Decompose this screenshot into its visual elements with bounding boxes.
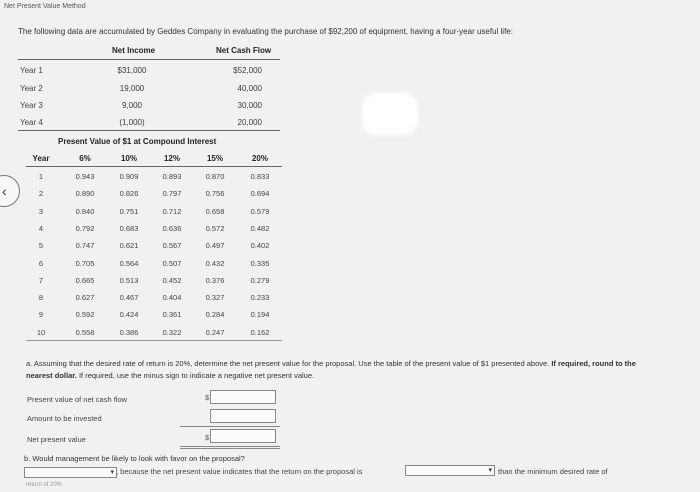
pv-factor-cell: 0.558 — [75, 327, 95, 337]
part-b-question: b. Would management be likely to look with favor on the proposal? — [24, 454, 245, 463]
pv-year-cell: 2 — [38, 189, 44, 199]
pv-factor-cell: 0.404 — [162, 293, 182, 303]
pv-header-20: 20% — [251, 154, 268, 163]
pv-factor-cell: 0.361 — [162, 310, 182, 320]
pv-factor-cell: 0.627 — [75, 293, 95, 303]
year-label: Year 1 — [20, 66, 43, 75]
pv-factor-cell: 0.636 — [162, 223, 182, 233]
net-cash-flow-cell: 20,000 — [237, 118, 262, 127]
pv-factor-cell: 0.833 — [250, 172, 270, 181]
net-income-cell: $31,000 — [117, 66, 147, 75]
header-net-income: Net Income — [112, 46, 156, 55]
screen-glare — [362, 93, 418, 135]
pv-net-cash-flow-input[interactable] — [210, 390, 276, 404]
pv-net-cash-flow-label: Present value of net cash flow — [27, 395, 128, 404]
pv-factor-cell: 0.322 — [162, 327, 182, 337]
year-label: Year 4 — [20, 118, 43, 127]
pv-factor-cell: 0.497 — [205, 241, 225, 251]
year-label: Year 2 — [20, 84, 43, 93]
pv-factor-cell: 0.335 — [250, 258, 270, 268]
pv-year-cell: 7 — [38, 275, 44, 285]
pv-year-cell: 3 — [38, 206, 44, 216]
pv-factor-cell: 0.327 — [205, 293, 225, 303]
pv-factor-cell: 0.705 — [75, 258, 95, 268]
pv-header-15: 15% — [206, 154, 223, 163]
pv-factor-cell: 0.665 — [75, 275, 95, 285]
pv-factor-cell: 0.513 — [119, 275, 139, 285]
favor-select[interactable] — [24, 467, 117, 478]
currency-symbol: $ — [205, 433, 210, 442]
pv-factor-cell: 0.893 — [162, 172, 182, 181]
amount-invested-input[interactable] — [210, 409, 276, 423]
pv-factor-cell: 0.386 — [119, 327, 139, 337]
double-rule-1 — [180, 446, 280, 447]
intro-text: The following data are accumulated by Geddes Company in evaluating the purchase of $92,200 of equipment, having a four-year useful life: — [18, 27, 513, 36]
pv-factor-cell: 0.467 — [119, 293, 139, 303]
prompt-text-end: If required, use the minus sign to indicate a negative net present value. — [78, 371, 315, 380]
double-rule-2 — [180, 448, 280, 449]
header-underline — [18, 59, 280, 60]
pv-year-cell: 8 — [38, 293, 44, 303]
pv-factor-cell: 0.452 — [162, 275, 182, 285]
pv-factor-cell: 0.840 — [75, 206, 95, 216]
pv-factor-cell: 0.826 — [119, 189, 139, 199]
prompt-text: a. Assuming that the desired rate of return is 20%, determine the net present value for the proposal. Use the table of the present value of $1 presented above. — [26, 359, 550, 368]
pv-header-6: 6% — [79, 154, 91, 163]
pv-factor-cell: 0.943 — [75, 172, 95, 181]
pv-factor-cell: 0.194 — [250, 310, 270, 320]
pv-factor-cell: 0.751 — [119, 206, 139, 216]
page-title: Net Present Value Method — [4, 3, 86, 10]
return-comparison-select[interactable] — [405, 465, 495, 476]
pv-factor-cell: 0.870 — [205, 172, 225, 181]
net-cash-flow-cell: 40,000 — [237, 84, 262, 93]
pv-factor-cell: 0.233 — [250, 293, 270, 303]
net-cash-flow-cell: $52,000 — [233, 66, 262, 75]
chevron-down-icon: ▾ — [488, 467, 492, 474]
currency-symbol: $ — [205, 393, 210, 402]
because-text: , because the net present value indicates that the return on the proposal is — [116, 467, 363, 476]
npv-input[interactable] — [210, 429, 276, 443]
pv-factor-cell: 0.756 — [205, 189, 225, 199]
pv-factor-cell: 0.890 — [75, 189, 95, 199]
pv-header-10: 10% — [120, 154, 137, 163]
amount-invested-label: Amount to be invested — [27, 414, 102, 423]
year-label: Year 3 — [20, 101, 43, 110]
chevron-left-icon: ‹ — [2, 183, 7, 199]
pv-factor-cell: 0.424 — [119, 310, 139, 320]
top-table-bottom-rule — [18, 130, 280, 131]
prompt-bold: If required, round to the nearest dollar. — [26, 359, 636, 380]
pv-factor-cell: 0.162 — [250, 327, 270, 337]
pv-year-cell: 6 — [38, 258, 44, 268]
pv-table-title: Present Value of $1 at Compound Interest — [58, 137, 217, 146]
pv-factor-cell: 0.579 — [250, 206, 270, 216]
pv-factor-cell: 0.482 — [250, 223, 270, 233]
cutoff-text: return of 20% — [26, 482, 63, 488]
pv-factor-cell: 0.564 — [119, 258, 139, 268]
pv-header-year: Year — [32, 154, 50, 163]
pv-factor-cell: 0.402 — [250, 241, 270, 251]
net-income-cell: 19,000 — [119, 84, 145, 93]
pv-factor-cell: 0.572 — [205, 223, 225, 233]
net-cash-flow-cell: 30,000 — [237, 101, 262, 110]
pv-factor-cell: 0.621 — [119, 241, 139, 251]
pv-factor-cell: 0.792 — [75, 223, 95, 233]
net-income-cell: (1,000) — [119, 118, 145, 127]
chevron-down-icon: ▾ — [110, 469, 114, 476]
pv-factor-cell: 0.247 — [205, 327, 225, 337]
net-income-cell: 9,000 — [121, 101, 143, 110]
pv-year-cell: 10 — [36, 327, 46, 337]
pv-factor-cell: 0.694 — [250, 189, 270, 199]
pv-factor-cell: 0.747 — [75, 241, 95, 251]
pv-factor-cell: 0.279 — [250, 275, 270, 285]
pv-year-cell: 4 — [38, 223, 44, 233]
pv-year-cell: 1 — [38, 172, 44, 181]
pv-header-12: 12% — [163, 154, 180, 163]
pv-factor-cell: 0.712 — [162, 206, 182, 216]
previous-button[interactable] — [0, 175, 20, 207]
npv-label: Net present value — [27, 435, 86, 444]
pv-header-underline — [26, 166, 282, 167]
pv-table-bottom-rule — [26, 340, 282, 341]
pv-factor-cell: 0.683 — [119, 223, 139, 233]
pv-year-cell: 9 — [38, 310, 44, 320]
sum-line — [180, 426, 280, 427]
pv-factor-cell: 0.592 — [75, 310, 95, 320]
part-a-prompt — [26, 358, 636, 382]
pv-factor-cell: 0.432 — [205, 258, 225, 268]
pv-year-cell: 5 — [38, 241, 44, 251]
header-net-cash-flow: Net Cash Flow — [216, 46, 272, 55]
pv-factor-cell: 0.507 — [162, 258, 182, 268]
pv-factor-cell: 0.376 — [205, 275, 225, 285]
pv-factor-cell: 0.658 — [205, 206, 225, 216]
pv-factor-cell: 0.284 — [205, 310, 225, 320]
pv-factor-cell: 0.797 — [162, 189, 182, 199]
pv-factor-cell: 0.909 — [119, 172, 139, 181]
pv-factor-cell: 0.567 — [162, 241, 182, 251]
than-text: than the minimum desired rate of — [498, 467, 608, 476]
